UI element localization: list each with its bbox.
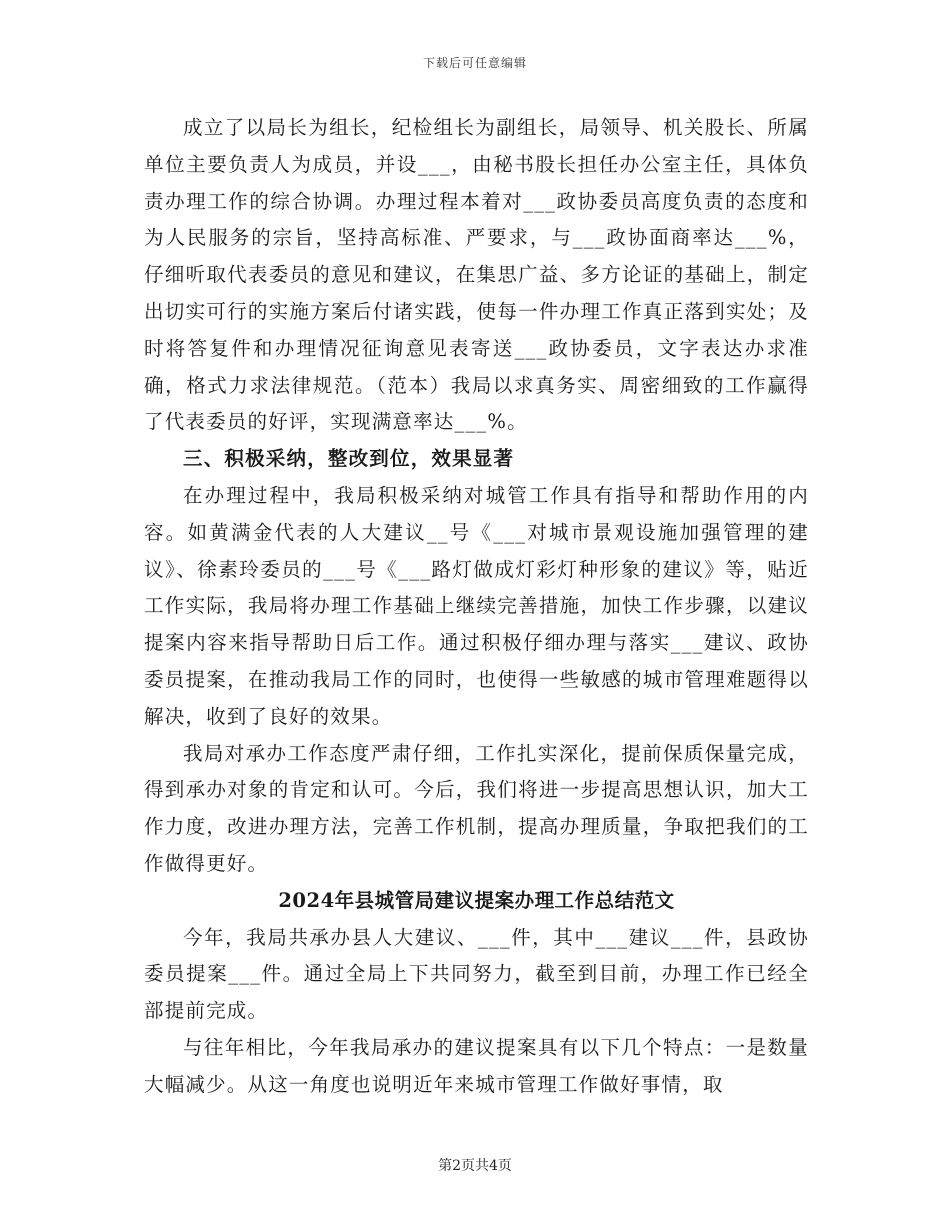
paragraph: 在办理过程中，我局积极采纳对城管工作具有指导和帮助作用的内容。如黄满金代表的人大建议__号《___对城市景观设施加强管理的建议》、徐素玲委员的___号《___路灯做成灯彩灯种形象的建议》等，贴近工作实际，我局将办理工作基础上继续完善措施，加快工作步骤，以建议提案内容来指导帮助日后工作。通过积极仔细办理与落实___建议、政协委员提案，在推动我局工作的同时，也使得一些敏感的城市管理难题得以解决，收到了良好的效果。 [144, 483, 809, 728]
section-heading: 三、积极采纳，整改到位，效果显著 [183, 447, 515, 471]
paragraph: 成立了以局长为组长，纪检组长为副组长，局领导、机关股长、所属单位主要负责人为成员，并设___，由秘书股长担任办公室主任，具体负责办理工作的综合协调。办理过程本着对___政协委员高度负责的态度和为人民服务的宗旨，坚持高标准、严要求，与___政协面商率达___%，仔细听取代表委员的意见和建议，在集思广益、多方论证的基础上，制定出切实可行的实施方案后付诸实践，使每一件办理工作真正落到实处；及时将答复件和办理情况征询意见表寄送___政协委员，文字表达办求准确，格式力求法律规范。（范本）我局以求真务实、周密细致的工作赢得了代表委员的好评，实现满意率达___%。 [144, 116, 809, 434]
document-body [144, 110, 809, 1104]
paragraph: 我局对承办工作态度严肃仔细，工作扎实深化，提前保质保量完成，得到承办对象的肯定和认可。今后，我们将进一步提高思想认识，加大工作力度，改进办理方法，完善工作机制，提高办理质量，争取把我们的工作做得更好。 [144, 741, 809, 875]
paragraph: 与往年相比，今年我局承办的建议提案具有以下几个特点：一是数量大幅减少。从这一角度也说明近年来城市管理工作做好事情，取 [144, 1035, 809, 1096]
paragraph: 今年，我局共承办县人大建议、___件，其中___建议___件，县政协委员提案___件。通过全局上下共同努力，截至到目前，办理工作已经全部提前完成。 [144, 925, 809, 1023]
page-header: 下载后可任意编辑 [422, 56, 527, 70]
document-title: 2024年县城管局建议提案办理工作总结范文 [278, 888, 675, 912]
page-footer: 第2页共4页 [438, 1158, 512, 1174]
